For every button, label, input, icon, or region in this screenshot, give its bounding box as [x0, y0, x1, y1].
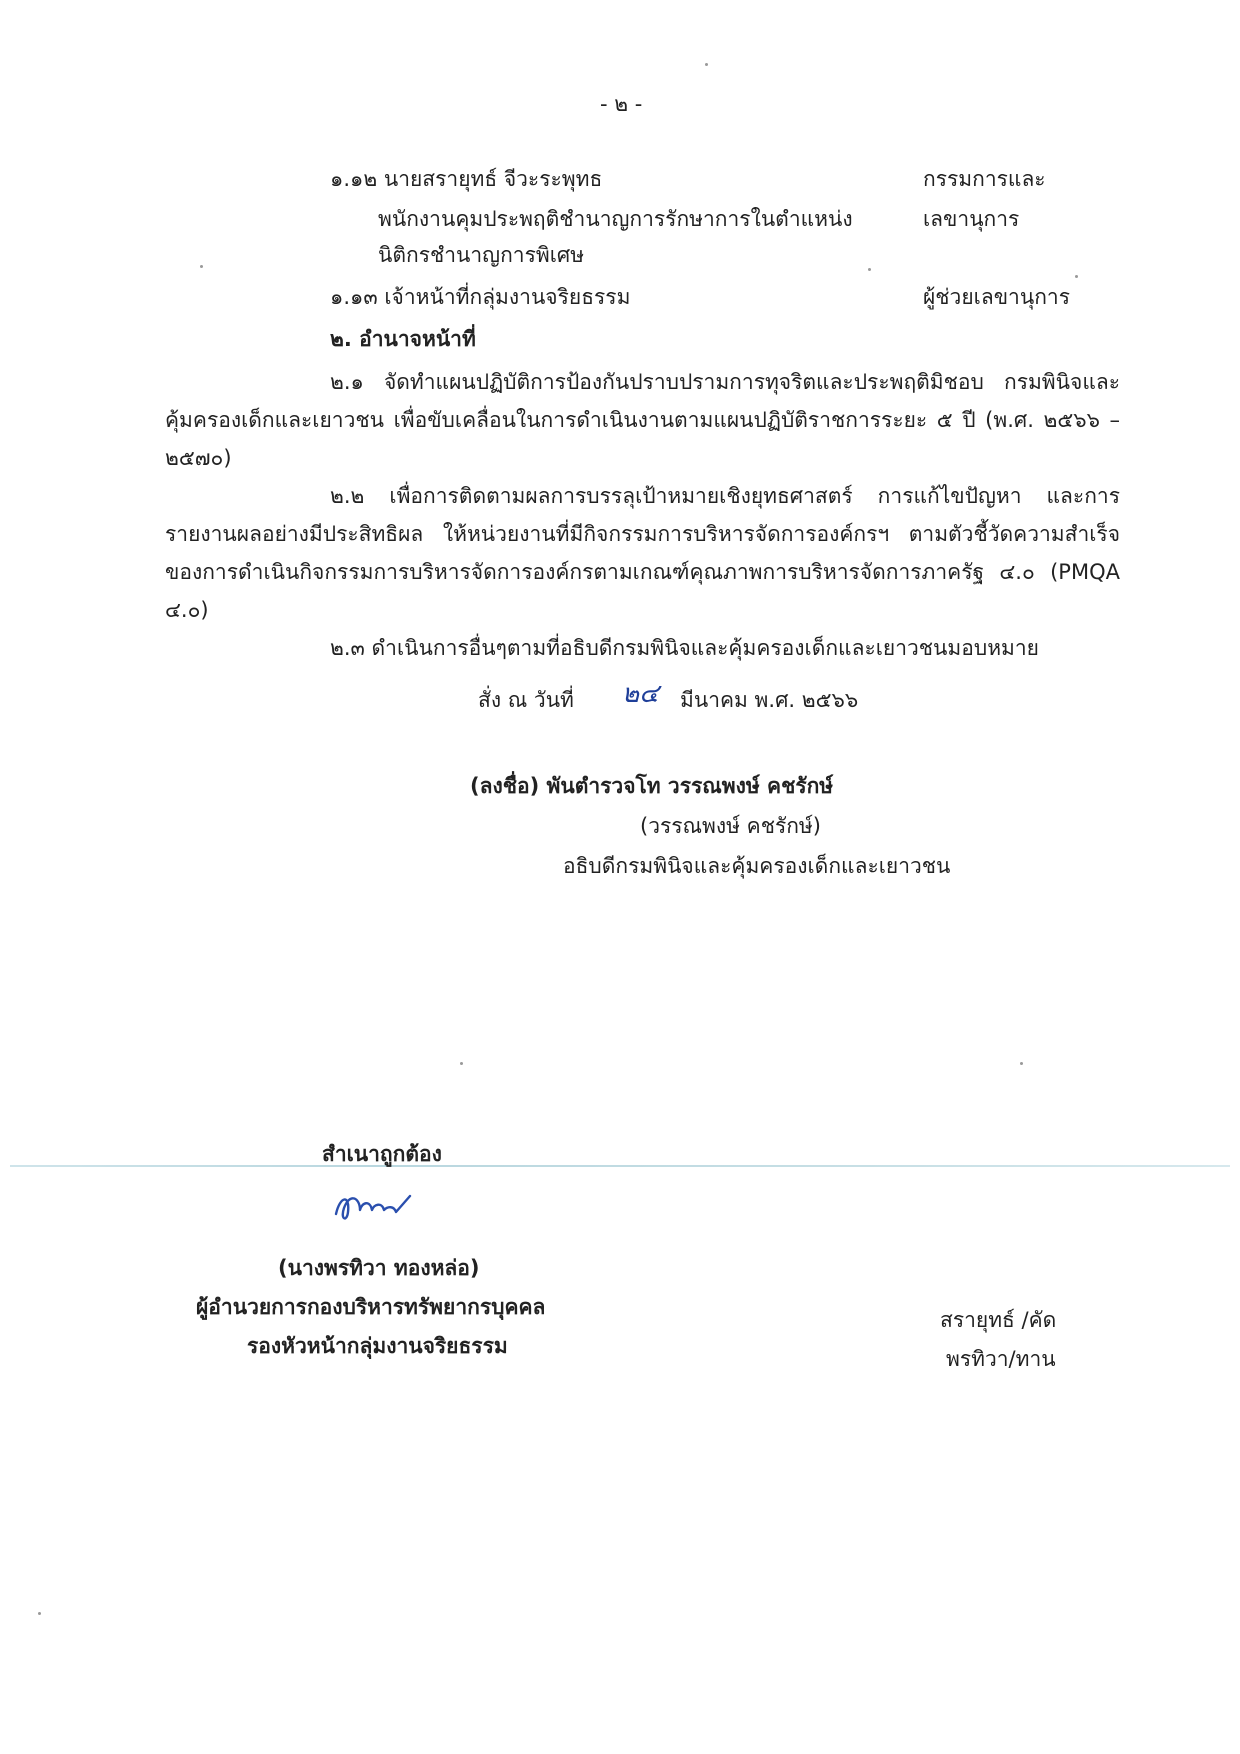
order-date-day-handwritten: ๒๔ [622, 679, 659, 709]
handwritten-signature [330, 1184, 440, 1230]
page-number: - ๒ - [600, 92, 643, 116]
committee-member-role: กรรมการและ [923, 167, 1046, 191]
duty-paragraph: ๒.๓ ดำเนินการอื่นๆตามที่อธิบดีกรมพินิจและคุ้มครองเด็กและเยาวชนมอบหมาย [330, 636, 1039, 660]
scan-speck [1020, 1062, 1023, 1065]
committee-member-name: ๑.๑๓ เจ้าหน้าที่กลุ่มงานจริยธรรม [330, 285, 631, 309]
scan-speck [460, 1062, 463, 1065]
checked-by-initials: พรทิวา/ทาน [946, 1347, 1056, 1371]
committee-member-role: ผู้ช่วยเลขานุการ [923, 285, 1070, 309]
order-date-prefix: สั่ง ณ วันที่ [478, 688, 574, 712]
scan-speck [200, 265, 203, 268]
section-heading: ๒. อำนาจหน้าที่ [330, 327, 476, 351]
scan-speck [868, 268, 871, 271]
certifier-name: (นางพรทิวา ทองหล่อ) [278, 1256, 480, 1280]
committee-member-name: ๑.๑๒ นายสรายุทธ์ จีวะระพุทธ [330, 167, 603, 191]
duties-list [165, 363, 1120, 667]
duty-paragraph: ๒.๒ เพื่อการติดตามผลการบรรลุเป้าหมายเชิงยุทธศาสตร์ การแก้ไขปัญหา และการรายงานผลอย่างมีประสิทธิผล ให้หน่วยงานที่มีกิจกรรมการบริหารจัดการองค์กรฯ ตามตัวชี้วัดความสำเร็จของการดำเนินกิจกรรมการบริหารจัดการองค์กรตามเกณฑ์คุณภาพการบริหารจัดการภาครัฐ ๔.๐ (PMQA ๔.๐) [165, 484, 1120, 622]
committee-member-position: นิติกรชำนาญการพิเศษ [378, 243, 585, 267]
copied-by-initials: สรายุทธ์ /คัด [940, 1308, 1057, 1332]
certified-copy-label: สำเนาถูกต้อง [322, 1142, 442, 1166]
signatory-position: อธิบดีกรมพินิจและคุ้มครองเด็กและเยาวชน [563, 854, 951, 878]
certifier-position-secondary: รองหัวหน้ากลุ่มงานจริยธรรม [247, 1334, 508, 1358]
horizontal-rule [10, 1165, 1230, 1167]
signed-by: (ลงชื่อ) พันตำรวจโท วรรณพงษ์ คชรักษ์ [470, 774, 834, 798]
signature-icon [330, 1184, 440, 1230]
duty-paragraph: ๒.๑ จัดทำแผนปฏิบัติการป้องกันปราบปรามการทุจริตและประพฤติมิชอบ กรมพินิจและคุ้มครองเด็กและเยาวชน เพื่อขับเคลื่อนในการดำเนินงานตามแผนปฏิบัติราชการระยะ ๕ ปี (พ.ศ. ๒๕๖๖ – ๒๕๗๐) [165, 370, 1120, 470]
committee-member-position: พนักงานคุมประพฤติชำนาญการรักษาการในตำแหน่ง [378, 207, 853, 231]
scan-speck [1075, 275, 1078, 278]
scan-speck [38, 1612, 41, 1615]
scan-speck [705, 63, 708, 66]
signatory-name: (วรรณพงษ์ คชรักษ์) [640, 814, 821, 838]
committee-member-role: เลขานุการ [923, 207, 1020, 231]
order-date-month-year: มีนาคม พ.ศ. ๒๕๖๖ [680, 688, 859, 712]
certifier-position: ผู้อำนวยการกองบริหารทรัพยากรบุคคล [196, 1295, 546, 1319]
